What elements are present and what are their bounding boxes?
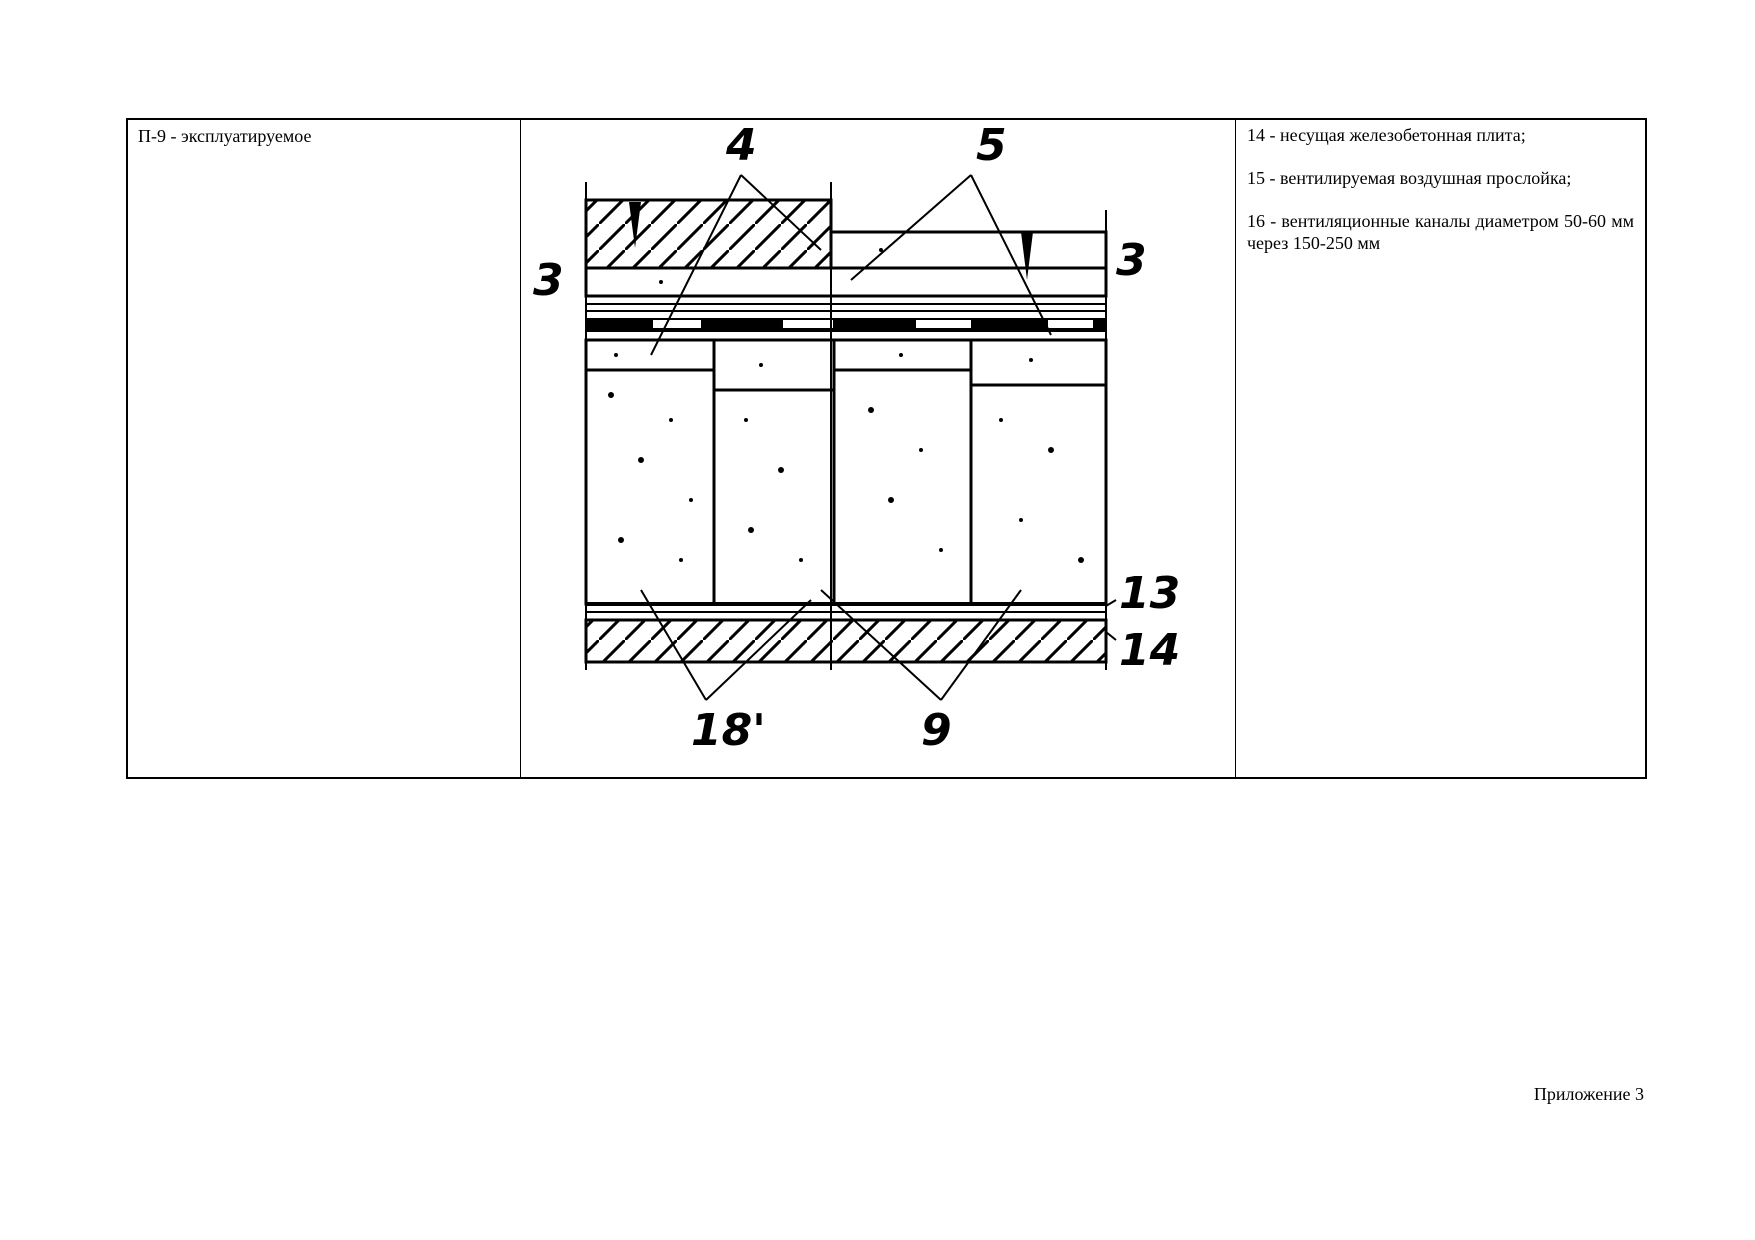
appendix-label: Приложение 3 xyxy=(1533,1084,1644,1104)
drawing-label-5: 5 xyxy=(976,120,1007,171)
slab-layer xyxy=(586,620,1106,662)
drawing-label-3-left: 3 xyxy=(533,255,564,306)
legend-item-14: 14 - несущая железобетонная плита; xyxy=(1247,125,1526,145)
drawing-cell xyxy=(521,120,1236,777)
roof-type-name: П-9 - эксплуатируемое xyxy=(138,126,312,146)
drawing-label-14: 14 xyxy=(1119,625,1181,676)
drawing-label-18: 18' xyxy=(691,705,766,756)
legend-cell xyxy=(1236,120,1645,777)
roof-section-drawing xyxy=(521,120,1236,779)
roof-construction-table xyxy=(126,118,1647,779)
drawing-label-9: 9 xyxy=(921,705,952,756)
drawing-label-13: 13 xyxy=(1119,568,1181,619)
roof-type-cell xyxy=(128,120,521,777)
drawing-label-3-right: 3 xyxy=(1116,235,1147,286)
legend-item-15: 15 - вентилируемая воздушная прослойка; xyxy=(1247,168,1572,188)
drawing-label-4: 4 xyxy=(726,120,757,171)
legend-item-16: 16 - вентиляционные каналы диаметром 50-60 мм через 150-250 мм xyxy=(1247,211,1634,253)
